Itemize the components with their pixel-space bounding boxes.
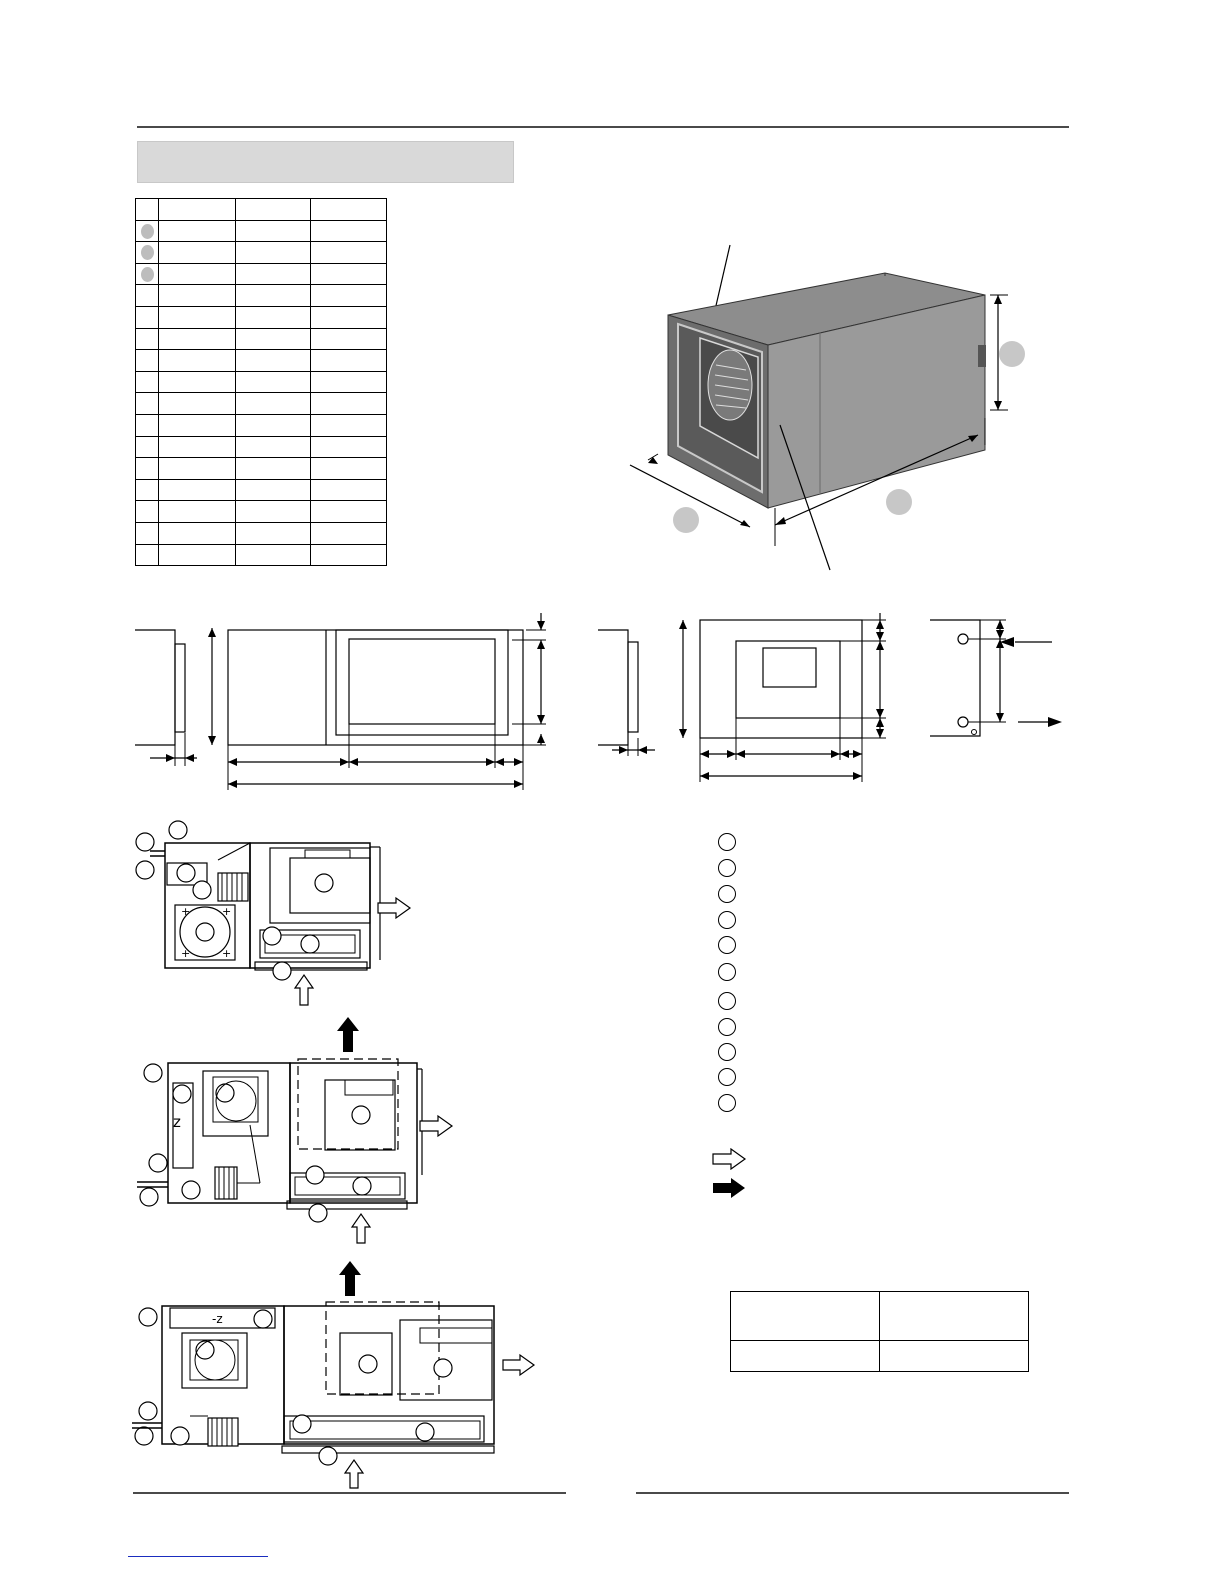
spec-table-row xyxy=(136,285,387,307)
header-rule xyxy=(137,126,1069,128)
spec-table-cell xyxy=(136,436,159,458)
legend-item-marker xyxy=(718,936,736,954)
spec-table-cell xyxy=(159,414,236,436)
end-view xyxy=(679,613,886,782)
svg-text:+: + xyxy=(181,905,191,918)
side-view-left xyxy=(135,628,216,766)
legend-item-marker xyxy=(718,963,736,981)
hollow-arrow-icon xyxy=(378,898,410,918)
spec-table-row xyxy=(136,220,387,242)
spec-table-cell xyxy=(236,220,311,242)
bottom-link-underline[interactable] xyxy=(128,1556,268,1557)
svg-text:z: z xyxy=(173,1113,181,1131)
spec-table-cell xyxy=(236,199,311,221)
spec-table-cell xyxy=(136,328,159,350)
spec-table-cell xyxy=(236,393,311,415)
layout-diagram-1 xyxy=(130,815,420,1010)
front-view xyxy=(228,613,546,790)
solid-arrow-icon xyxy=(711,1177,747,1199)
legend-item-marker xyxy=(718,992,736,1010)
spec-table-cell xyxy=(159,458,236,480)
fan-wheel-icon xyxy=(708,350,752,420)
spec-table-row xyxy=(136,350,387,372)
spec-table-cell xyxy=(159,544,236,566)
footer-rule-left xyxy=(133,1492,566,1494)
spec-table-row xyxy=(136,522,387,544)
spec-table-cell xyxy=(311,306,387,328)
spec-table-row xyxy=(136,458,387,480)
orthographic-views xyxy=(130,608,1070,793)
spec-table-row xyxy=(136,544,387,566)
spec-table-cell xyxy=(311,242,387,264)
hollow-arrow-icon xyxy=(295,975,313,1005)
spec-table-row xyxy=(136,199,387,221)
pipe-connector xyxy=(978,345,986,367)
row-marker xyxy=(141,267,154,282)
spec-table-cell xyxy=(136,414,159,436)
spec-table-row xyxy=(136,436,387,458)
spec-table-cell xyxy=(136,285,159,307)
spec-table-cell xyxy=(311,263,387,285)
spec-table-cell xyxy=(311,479,387,501)
spec-table-cell xyxy=(236,522,311,544)
specification-table xyxy=(135,198,387,566)
spec-table-cell xyxy=(136,350,159,372)
spec-table-row xyxy=(136,414,387,436)
spec-table-cell xyxy=(136,220,159,242)
svg-text:+: + xyxy=(222,947,232,960)
spec-table-cell xyxy=(311,220,387,242)
svg-text:+: + xyxy=(181,947,191,960)
spec-table-cell xyxy=(311,544,387,566)
spec-table-cell xyxy=(136,522,159,544)
outlet-arrow-icon xyxy=(1048,717,1062,727)
hollow-arrow-icon xyxy=(711,1148,747,1170)
spec-table-cell xyxy=(311,458,387,480)
spec-table-cell xyxy=(311,436,387,458)
side-view-right xyxy=(598,630,655,756)
spec-table-cell xyxy=(136,479,159,501)
row-marker xyxy=(141,224,154,239)
spec-table-cell xyxy=(311,393,387,415)
hollow-arrow-icon xyxy=(345,1460,363,1488)
spec-table-cell xyxy=(159,306,236,328)
spec-table-cell xyxy=(159,371,236,393)
spec-table-cell xyxy=(136,242,159,264)
hollow-arrow-icon xyxy=(420,1116,452,1136)
legend-item-marker xyxy=(718,1094,736,1112)
spec-table-cell xyxy=(159,479,236,501)
spec-table-cell xyxy=(236,479,311,501)
pipe-connection-view xyxy=(930,620,1062,736)
spec-table-row xyxy=(136,501,387,523)
spec-table-cell xyxy=(136,501,159,523)
spec-table-cell xyxy=(311,414,387,436)
spec-table-cell xyxy=(236,414,311,436)
spec-table-cell xyxy=(136,263,159,285)
spec-table-cell xyxy=(311,501,387,523)
reference-table xyxy=(730,1291,1029,1372)
spec-table-cell xyxy=(159,350,236,372)
spec-table-cell xyxy=(136,393,159,415)
svg-text:-z: -z xyxy=(212,1312,223,1326)
spec-table-row xyxy=(136,263,387,285)
unit-isometric-drawing xyxy=(620,240,1040,580)
spec-table-cell xyxy=(136,544,159,566)
spec-table-cell xyxy=(236,328,311,350)
spec-table-cell xyxy=(159,393,236,415)
spec-table-cell xyxy=(236,263,311,285)
spec-table-cell xyxy=(236,501,311,523)
legend-item-marker xyxy=(718,859,736,877)
spec-table-cell xyxy=(236,306,311,328)
spec-table-cell xyxy=(159,501,236,523)
spec-table-cell xyxy=(311,199,387,221)
spec-table-cell xyxy=(159,199,236,221)
spec-table-cell xyxy=(159,436,236,458)
spec-table-cell xyxy=(159,328,236,350)
footer-rule-right xyxy=(636,1492,1069,1494)
spec-table-row xyxy=(136,479,387,501)
row-marker xyxy=(141,245,154,260)
spec-table-row xyxy=(136,306,387,328)
spec-table-cell xyxy=(136,306,159,328)
spec-table-cell xyxy=(159,285,236,307)
dimension-marker xyxy=(886,489,912,515)
hollow-arrow-icon xyxy=(352,1214,370,1243)
spec-table-cell xyxy=(136,458,159,480)
spec-table-cell xyxy=(236,371,311,393)
spec-table-cell xyxy=(236,285,311,307)
spec-table-cell xyxy=(136,371,159,393)
spec-table-cell xyxy=(311,371,387,393)
spec-table-cell xyxy=(311,522,387,544)
legend-item-marker xyxy=(718,1018,736,1036)
section-banner xyxy=(137,141,514,183)
spec-table-cell xyxy=(236,242,311,264)
dimension-marker xyxy=(999,341,1025,367)
spec-table-cell xyxy=(236,436,311,458)
legend-item-marker xyxy=(718,1043,736,1061)
solid-arrow-icon xyxy=(335,1016,361,1052)
layout-diagram-2 xyxy=(135,1055,460,1250)
dimension-marker xyxy=(673,507,699,533)
spec-table-cell xyxy=(236,458,311,480)
layout-diagram-3 xyxy=(130,1298,540,1490)
legend-item-marker xyxy=(718,833,736,851)
spec-table-cell xyxy=(311,285,387,307)
legend-item-marker xyxy=(718,911,736,929)
spec-table-cell xyxy=(236,544,311,566)
spec-table-cell xyxy=(159,242,236,264)
spec-table-cell xyxy=(311,328,387,350)
spec-table-cell xyxy=(311,350,387,372)
legend-item-marker xyxy=(718,885,736,903)
spec-table-cell xyxy=(159,220,236,242)
spec-table-cell xyxy=(236,350,311,372)
spec-table-cell xyxy=(159,263,236,285)
hollow-arrow-icon xyxy=(503,1355,534,1375)
spec-table-row xyxy=(136,328,387,350)
spec-table-row xyxy=(136,242,387,264)
solid-arrow-icon xyxy=(337,1260,363,1296)
legend-item-marker xyxy=(718,1068,736,1086)
spec-table-row xyxy=(136,371,387,393)
svg-text:+: + xyxy=(222,905,232,918)
spec-table-cell xyxy=(159,522,236,544)
spec-table-cell xyxy=(136,199,159,221)
spec-table-row xyxy=(136,393,387,415)
